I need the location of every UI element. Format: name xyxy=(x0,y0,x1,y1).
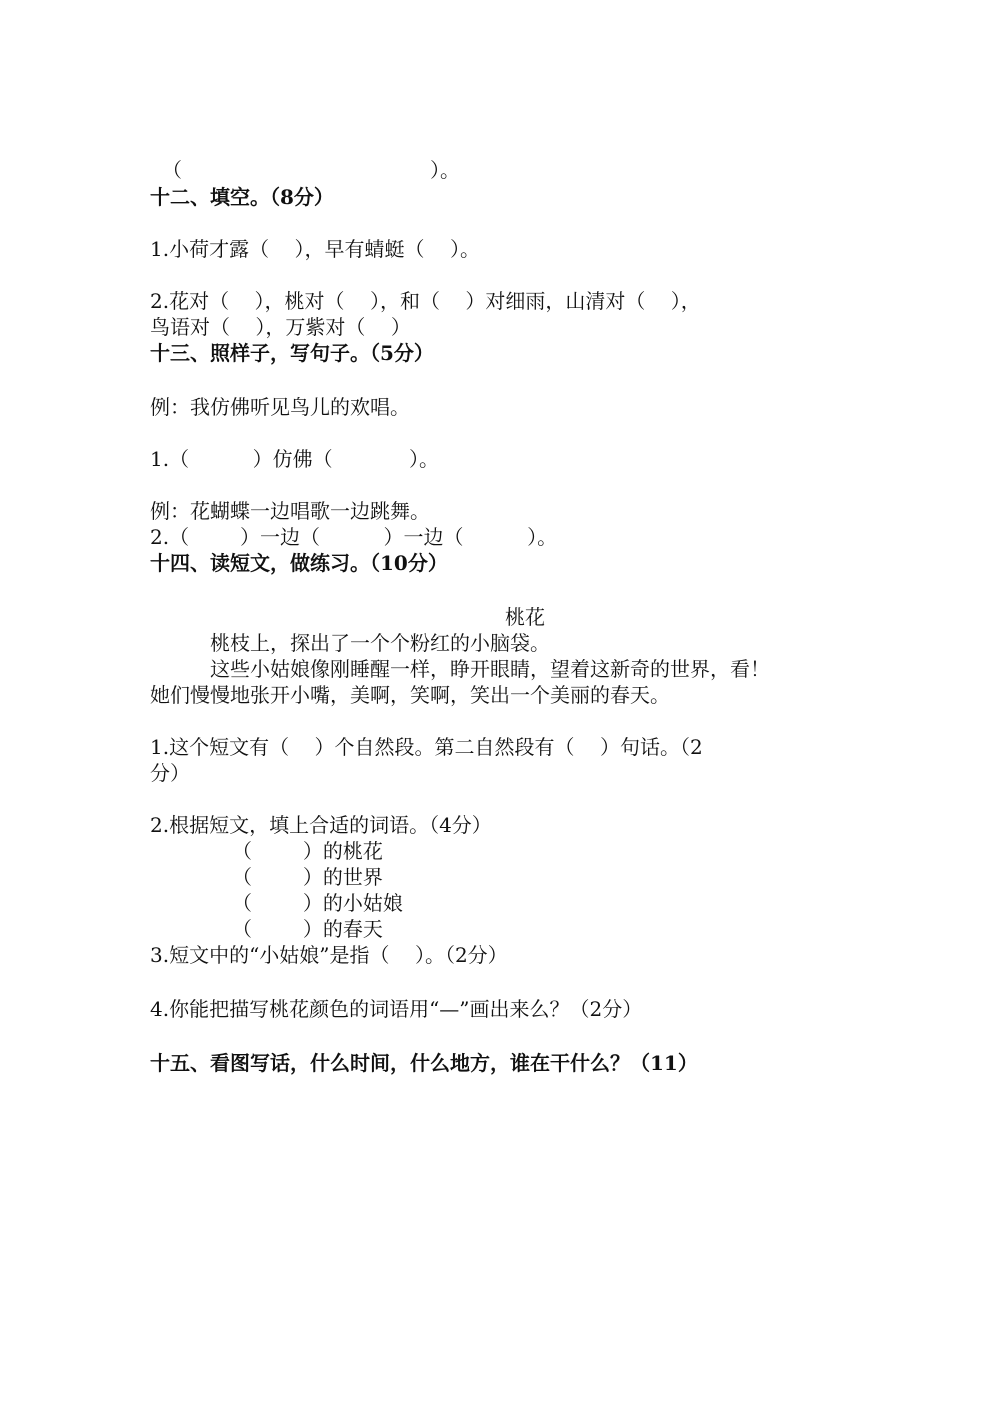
s14-question-2: 2.根据短文，填上合适的词语。（4分） xyxy=(150,813,492,837)
section-14-title: 十四、读短文，做练习。（10分） xyxy=(150,551,448,575)
passage-paragraph-1: 桃枝上，探出了一个个粉红的小脑袋。 xyxy=(210,631,550,655)
section-15-title: 十五、看图写话，什么时间，什么地方，谁在干什么？（11） xyxy=(150,1051,698,1075)
s13-example-2: 例：花蝴蝶一边唱歌一边跳舞。 xyxy=(150,499,430,523)
s12-question-2-line1: 2.花对（ ），桃对（ ），和（ ）对细雨，山清对（ ）， xyxy=(150,289,701,313)
s14-question-3: 3.短文中的“小姑娘”是指（ ）。（2分） xyxy=(150,943,508,967)
s14-question-4: 4.你能把描写桃花颜色的词语用“—”画出来么？（2分） xyxy=(150,997,643,1021)
s14-question-1-line2: 分） xyxy=(150,761,190,785)
s13-example-1: 例：我仿佛听见鸟儿的欢唱。 xyxy=(150,395,410,419)
s13-question-2: 2.（ ）一边（ ）一边（ ）。 xyxy=(150,525,558,549)
passage-title: 桃花 xyxy=(505,605,545,629)
fill-blank-item: （ ）的春天 xyxy=(232,917,383,941)
fill-blank-item: （ ）的世界 xyxy=(232,865,383,889)
s13-question-1: 1.（ ）仿佛（ ）。 xyxy=(150,447,439,471)
s14-question-1-line1: 1.这个短文有（ ）个自然段。第二自然段有（ ）句话。（2 xyxy=(150,735,703,759)
section-13-title: 十三、照样子，写句子。（5分） xyxy=(150,341,434,365)
passage-paragraph-2-line1: 这些小姑娘像刚睡醒一样，睁开眼睛，望着这新奇的世界，看！ xyxy=(210,657,770,681)
s12-question-2-line2: 鸟语对（ ），万紫对（ ） xyxy=(150,315,411,339)
continuation-blank: （ ）。 xyxy=(162,158,460,182)
fill-blank-item: （ ）的桃花 xyxy=(232,839,383,863)
fill-blank-item: （ ）的小姑娘 xyxy=(232,891,403,915)
section-12-title: 十二、填空。（8分） xyxy=(150,185,334,209)
s12-question-1: 1.小荷才露（ ），早有蜻蜓（ ）。 xyxy=(150,237,480,261)
passage-paragraph-2-line2: 她们慢慢地张开小嘴，美啊，笑啊，笑出一个美丽的春天。 xyxy=(150,683,670,707)
